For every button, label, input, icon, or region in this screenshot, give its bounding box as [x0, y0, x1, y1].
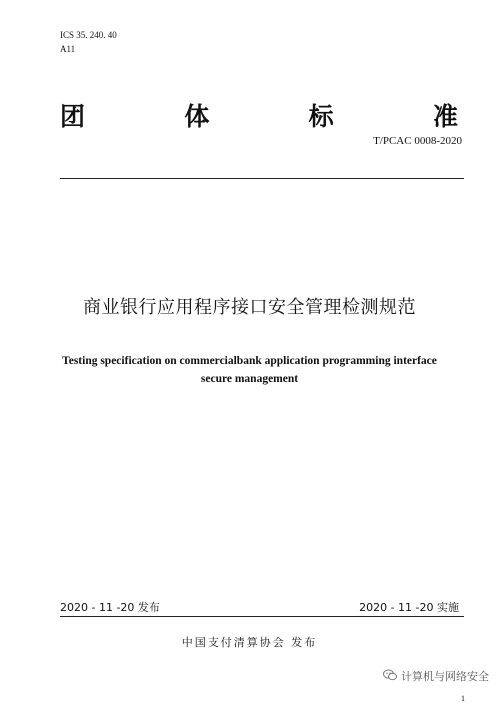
- document-title-en: [0, 352, 499, 388]
- title-en-line-2: secure management: [200, 373, 299, 385]
- standard-type-heading: [60, 97, 458, 133]
- ics-code: ICS 35. 240. 40: [60, 30, 117, 40]
- wechat-watermark: [383, 668, 489, 684]
- watermark-text: 计算机与网络安全: [401, 670, 489, 683]
- document-title-cn: 商业银行应用程序接口安全管理检测规范: [83, 297, 416, 318]
- wechat-icon: [383, 669, 397, 684]
- release-date: 2020 - 11 -20 发布: [60, 601, 160, 614]
- heading-char-3: 标: [308, 102, 334, 131]
- top-divider: [60, 178, 464, 179]
- ccs-code: A11: [60, 44, 76, 54]
- heading-char-2: 体: [184, 102, 210, 131]
- publisher: 中国支付清算协会 发布: [181, 636, 318, 649]
- page-number: 1: [461, 694, 465, 703]
- heading-char-4: 准: [432, 102, 458, 131]
- implementation-date: 2020 - 11 -20 实施: [359, 601, 459, 614]
- title-en-line-1: Testing specification on commercialbank application programming interface: [62, 355, 437, 367]
- bottom-divider: [60, 616, 464, 617]
- heading-char-1: 团: [60, 102, 86, 131]
- standard-number: T/PCAC 0008-2020: [373, 135, 462, 147]
- classification-codes: [60, 28, 117, 56]
